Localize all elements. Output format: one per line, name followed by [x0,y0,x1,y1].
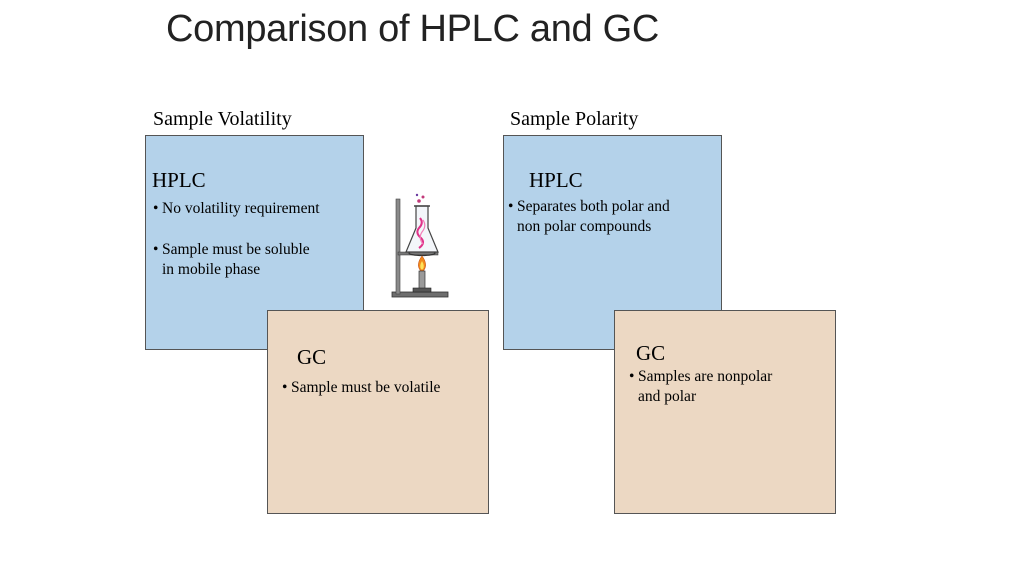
bullet-dot: • [153,200,159,217]
volatility-hplc-bullet-2 [153,240,310,280]
bullet-text: Separates both polar and [517,198,670,215]
volatility-heading: Sample Volatility [153,108,292,130]
volatility-gc-bullet-1 [282,378,440,398]
slide-title: Comparison of HPLC and GC [166,8,660,50]
bullet-dot: • [153,241,159,258]
bullet-text-continued: and polar [638,388,697,405]
bullet-text-continued: in mobile phase [162,261,261,278]
bullet-dot: • [508,198,514,215]
bullet-text: No volatility requirement [162,200,320,217]
polarity-gc-title: GC [636,341,666,365]
bullet-text: Samples are nonpolar [638,368,773,385]
volatility-hplc-title: HPLC [152,168,206,192]
bullet-text: Sample must be soluble [162,241,310,258]
polarity-hplc-title: HPLC [529,168,583,192]
volatility-gc-title: GC [297,345,327,369]
volatility-gc-box [267,310,489,514]
bullet-text-continued: non polar compounds [517,218,652,235]
polarity-gc-box [614,310,836,514]
polarity-heading: Sample Polarity [510,108,639,130]
polarity-gc-bullet-1 [629,367,772,407]
volatility-hplc-bullet-1 [153,199,320,219]
lab-flask-burner-icon [386,192,452,302]
bullet-dot: • [629,368,635,385]
bullet-text: Sample must be volatile [291,379,441,396]
polarity-hplc-bullet-1 [508,197,670,237]
bullet-dot: • [282,379,288,396]
